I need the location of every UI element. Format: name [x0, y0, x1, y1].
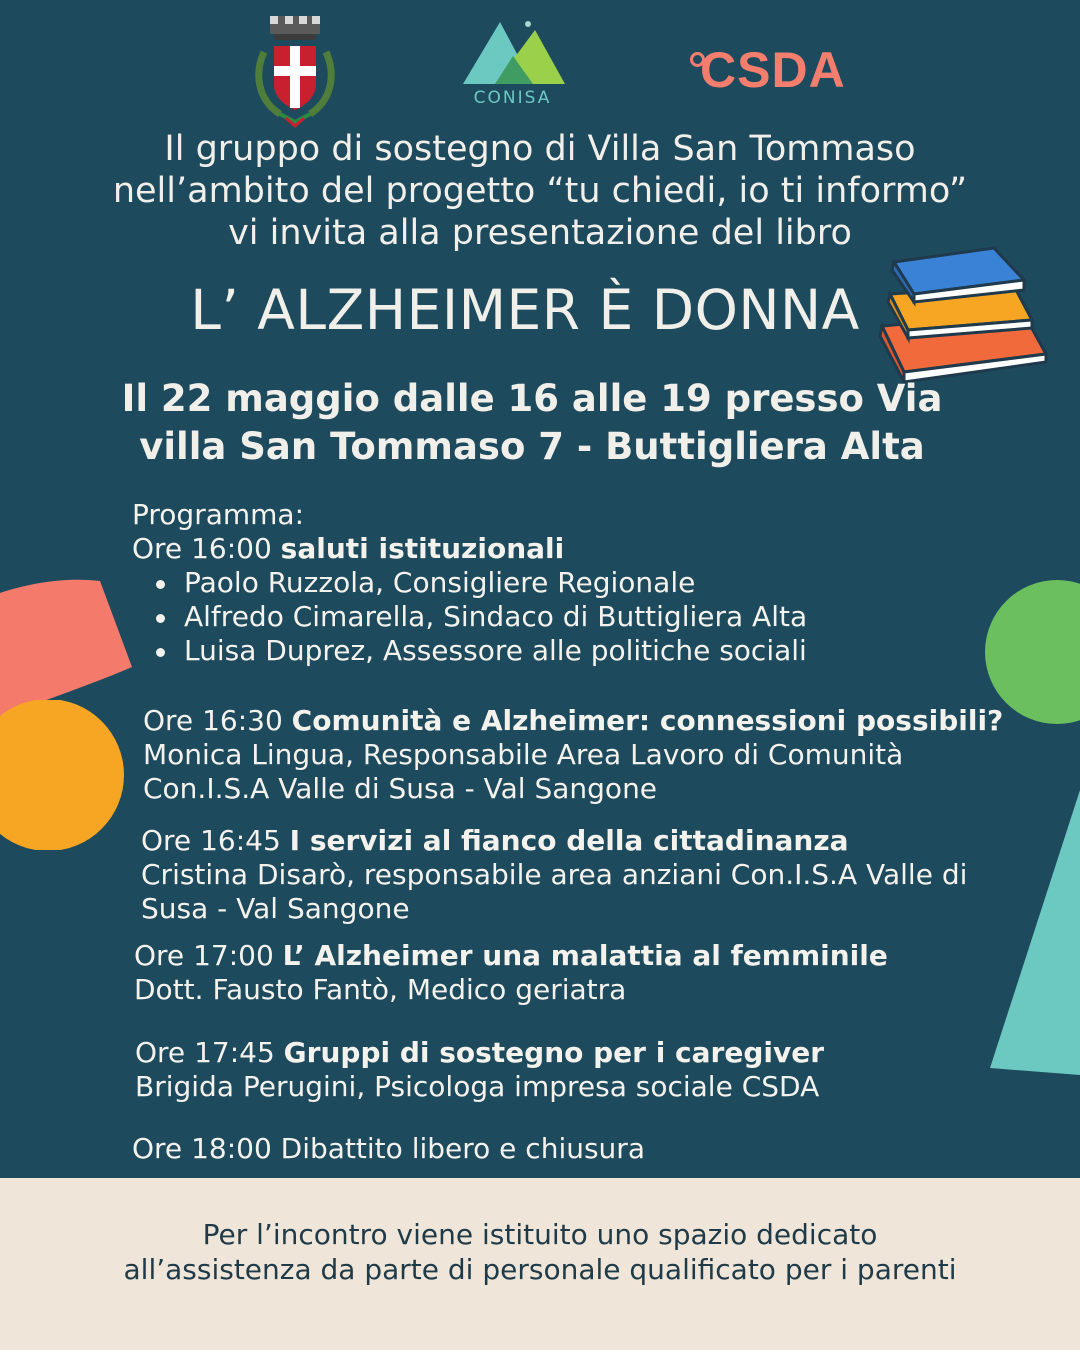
program-block-1700 — [134, 939, 888, 1007]
program-speaker-line: Cristina Disarò, responsabile area anziani Con.I.S.A Valle di — [141, 858, 968, 891]
program-time: Ore 16:30 — [143, 704, 283, 737]
teal-triangle-decoration — [980, 790, 1080, 1080]
program-speaker-line: Con.I.S.A Valle di Susa - Val Sangone — [143, 772, 658, 805]
program-topic: saluti istituzionali — [280, 532, 565, 565]
program-topic: Comunità e Alzheimer: connessioni possibili? — [291, 704, 1004, 737]
books-stack-icon — [874, 244, 1054, 384]
program-item-title — [143, 704, 1003, 738]
coral-shape-decoration — [0, 575, 140, 720]
intro-line-1: Il gruppo di sostegno di Villa San Tommaso — [164, 129, 916, 169]
intro-line-2: nell’ambito del progetto “tu chiedi, io ti informo” — [112, 171, 968, 211]
event-date-line-2: villa San Tommaso 7 - Buttigliera Alta — [139, 425, 925, 468]
program-time: Ore 16:45 — [141, 824, 281, 857]
footer-note — [0, 1217, 1080, 1287]
program-topic: I servizi al fianco della cittadinanza — [289, 824, 849, 857]
csda-logo — [688, 42, 888, 98]
conisa-logo — [455, 18, 570, 108]
program-time: Ore 17:00 — [134, 939, 274, 972]
footer-line-2: all’assistenza da parte di personale qualificato per i parenti — [123, 1253, 957, 1286]
program-block-1645 — [141, 824, 967, 926]
program-speaker-line: Dott. Fausto Fantò, Medico geriatra — [134, 973, 627, 1006]
event-date-line-1: Il 22 maggio dalle 16 alle 19 presso Via — [121, 377, 943, 420]
intro-line-3: vi invita alla presentazione del libro — [228, 213, 852, 253]
program-topic: Dibattito libero e chiusura — [280, 1132, 645, 1165]
footer-line-1: Per l’incontro viene istituito uno spazio dedicato — [202, 1218, 878, 1251]
program-block-1600 — [132, 498, 807, 668]
program-block-1630 — [143, 704, 1003, 806]
program-speaker-line: Susa - Val Sangone — [141, 892, 410, 925]
program-time: Ore 17:45 — [135, 1036, 275, 1069]
orange-circle-decoration — [0, 700, 130, 850]
intro-text — [0, 128, 1080, 254]
list-item: Paolo Ruzzola, Consigliere Regionale — [132, 566, 807, 600]
speakers-list — [132, 566, 807, 668]
book-title: L’ ALZHEIMER È DONNA — [190, 278, 860, 342]
program-time: Ore 18:00 — [132, 1132, 272, 1165]
program-topic: L’ Alzheimer una malattia al femminile — [282, 939, 888, 972]
list-item: Alfredo Cimarella, Sindaco di Buttigliera Alta — [132, 600, 807, 634]
event-date-location — [0, 375, 1064, 471]
mountain-icon — [455, 18, 570, 88]
program-item-title — [135, 1036, 824, 1070]
program-speaker-line: Brigida Perugini, Psicologa impresa sociale CSDA — [135, 1070, 820, 1103]
program-item-title — [132, 532, 807, 566]
program-item-title — [141, 824, 967, 858]
program-block-1800 — [132, 1132, 645, 1166]
program-topic: Gruppi di sostegno per i caregiver — [283, 1036, 825, 1069]
program-item-title — [132, 1132, 645, 1166]
program-block-1745 — [135, 1036, 824, 1104]
program-item-title — [134, 939, 888, 973]
csda-logo-text: CSDA — [700, 42, 846, 98]
program-speaker-line: Monica Lingua, Responsabile Area Lavoro di Comunità — [143, 738, 904, 771]
program-time: Ore 16:00 — [132, 532, 272, 565]
conisa-logo-text: CONISA — [473, 88, 552, 108]
municipality-coat-of-arms-icon — [252, 12, 338, 130]
program-heading: Programma: — [132, 498, 305, 531]
list-item: Luisa Duprez, Assessore alle politiche sociali — [132, 634, 807, 668]
